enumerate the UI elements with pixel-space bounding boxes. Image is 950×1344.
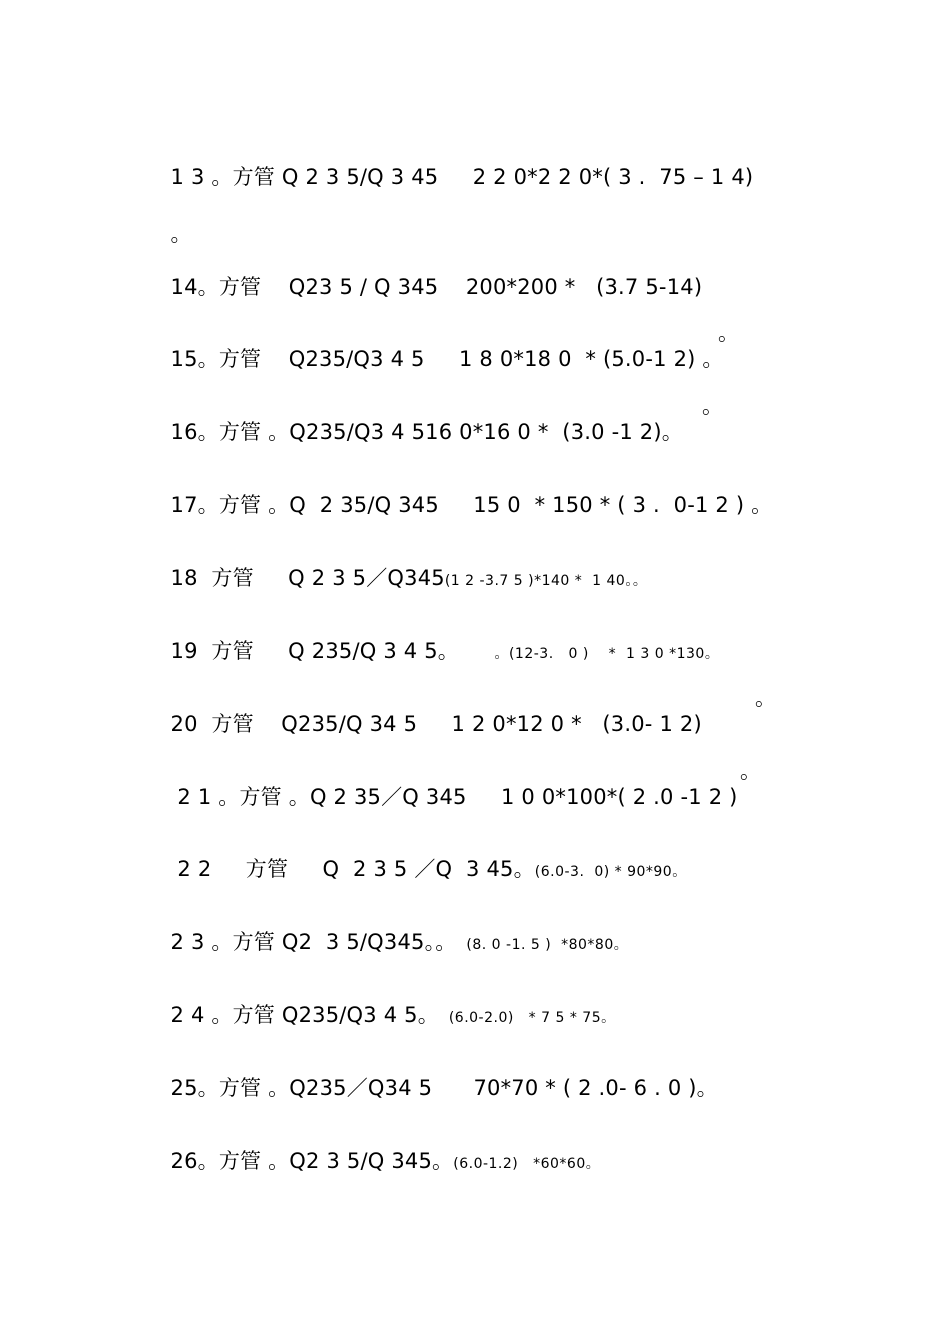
spec-line-text: 18 方管 Q 2 3 5／Q345: [170, 566, 445, 590]
spec-line-text: 14。方管 Q23 5 / Q 345 200*200 * (3.7 5-14): [170, 275, 703, 299]
spec-line-17: [143, 466, 772, 544]
spec-line-text: 26。方管 。Q2 3 5/Q 345。: [170, 1149, 454, 1173]
spec-line-text: 2 4 。方管 Q235/Q3 4 5。: [170, 1003, 439, 1027]
spec-line-small-text: (6.0-1.2) *60*60。: [453, 1156, 601, 1172]
spec-line-20-trailing-mark: 。: [755, 686, 776, 710]
spec-line-text: 25。方管 。Q235／Q34 5 70*70 * ( 2 .0- 6 . 0 )。: [170, 1076, 718, 1100]
spec-line-15: [143, 320, 724, 398]
spec-line-text: 2 1 。方管 。Q 2 35／Q 345 1 0 0*100*( 2 .0 -1 2 ): [170, 785, 738, 809]
spec-line-24: [143, 976, 616, 1057]
spec-line-text: 20 方管 Q235/Q 34 5 1 2 0*12 0 * (3.0- 1 2): [170, 712, 702, 736]
spec-line-16-trailing-mark: 。: [702, 394, 723, 418]
spec-line-text: 16。方管 。Q235/Q3 4 516 0*16 0 * (3.0 -1 2)。: [170, 420, 683, 444]
spec-line-21-trailing-mark: 。: [740, 759, 761, 783]
spec-line-16: [143, 393, 683, 471]
spec-line-text: 19 方管 Q 235/Q 3 4 5。: [170, 639, 449, 663]
spec-line-26: [143, 1122, 600, 1203]
spec-line-text: 2 2 方管 Q 2 3 5 ／Q 3 45。: [170, 857, 535, 881]
spec-line-text: 17。方管 。Q 2 35/Q 345 15 0 * 150 * ( 3 . 0-1 2 ) 。: [170, 493, 773, 517]
spec-line-text: 15。方管 Q235/Q3 4 5 1 8 0*18 0 * (5.0-1 2) 。: [170, 347, 724, 371]
spec-line-small-text: (6.0-2.0) * 7 5 * 75。: [438, 1010, 616, 1026]
spec-line-text: 1 3 。方管 Q 2 3 5/Q 3 45 2 2 0*2 2 0*( 3 . 75 – 1 4): [170, 165, 754, 189]
spec-line-18: [143, 539, 647, 620]
spec-line-small-text: 。(12-3. 0 ) * 1 3 0 *130。: [494, 646, 720, 662]
spec-line-19: [143, 612, 719, 693]
spec-line-21: [143, 758, 738, 836]
spec-line-23: [143, 903, 628, 984]
spec-line-15-trailing-mark: 。: [718, 321, 739, 345]
spec-line-20: [143, 685, 702, 763]
spec-line-text: 2 3 。方管 Q2 3 5/Q345。。: [170, 930, 457, 954]
spec-line-22: [143, 830, 687, 911]
spec-line-text: 。: [170, 222, 192, 246]
spec-line-13: [143, 138, 753, 216]
spec-line-small-text: (1 2 -3.7 5 )*140 * 1 40。。: [444, 573, 648, 589]
spec-line-small-text: (8. 0 -1. 5 ) *80*80。: [456, 937, 629, 953]
spec-line-small-text: (6.0-3. 0) * 90*90。: [534, 864, 687, 880]
spec-line-25: [143, 1049, 718, 1127]
spec-line-14: [143, 248, 702, 326]
